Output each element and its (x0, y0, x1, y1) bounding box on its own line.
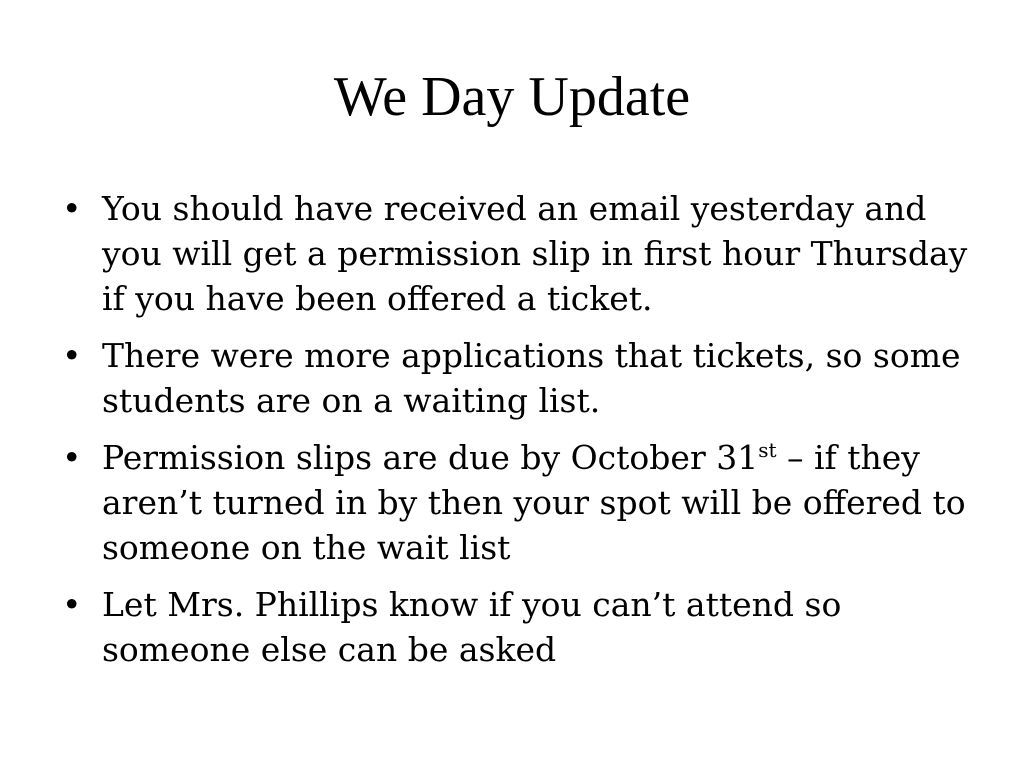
bullet-text-before: Permission slips are due by October 31 (102, 438, 759, 477)
bullet-list (62, 186, 982, 684)
bullet-text: Let Mrs. Phillips know if you can’t attend so someone else can be asked (102, 585, 842, 669)
bullet-text: You should have received an email yesterday and you will get a permission slip in first hour Thursday if you have been offered a ticket. (102, 189, 968, 318)
date-superscript: st (758, 438, 777, 462)
bullet-icon: • (62, 438, 82, 477)
bullet-text-after: – if they aren’t turned in by then your spot will be offered to someone on the wait list (102, 438, 966, 567)
slide-title: We Day Update (333, 66, 691, 128)
bullet-item (62, 333, 982, 423)
bullet-icon: • (62, 585, 82, 624)
bullet-item (62, 435, 982, 570)
bullet-icon: • (62, 189, 82, 228)
bullet-text: There were more applications that tickets, so some students are on a waiting list. (102, 336, 961, 420)
bullet-item (62, 186, 982, 321)
bullet-item (62, 582, 982, 672)
bullet-icon: • (62, 336, 82, 375)
